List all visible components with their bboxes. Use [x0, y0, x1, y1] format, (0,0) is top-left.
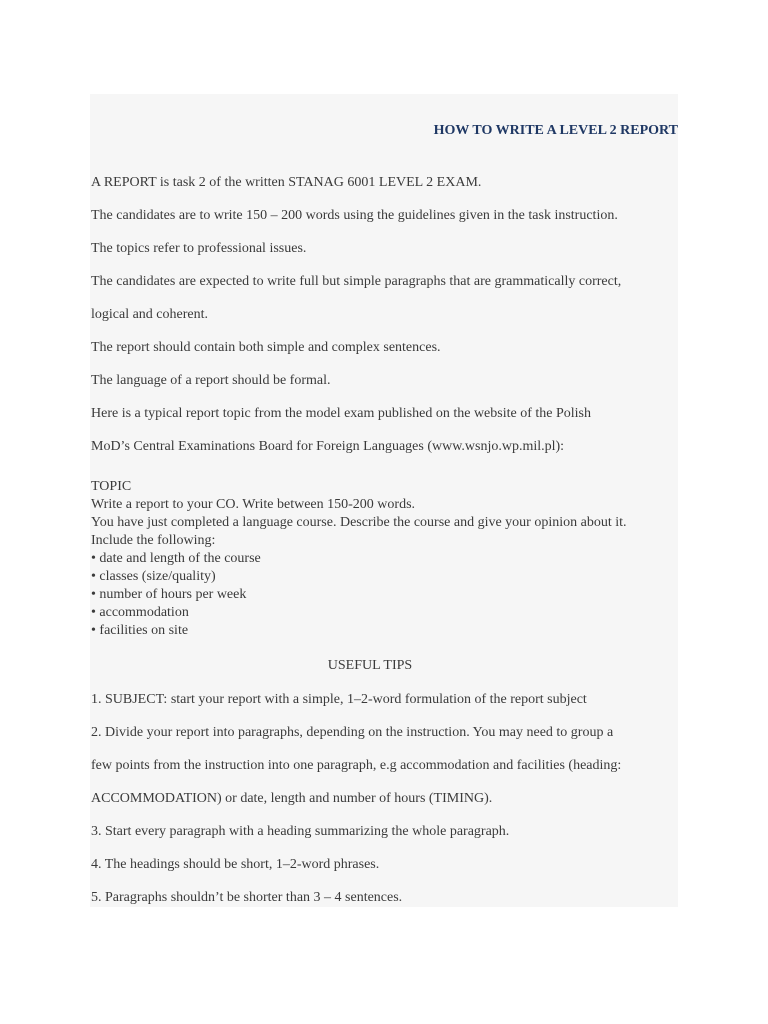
topic-bullet: • number of hours per week — [91, 587, 247, 602]
tip-line: 5. Paragraphs shouldn’t be shorter than 3 – 4 sentences. — [91, 890, 403, 905]
tip-line: few points from the instruction into one paragraph, e.g accommodation and facilities (heading: — [91, 758, 622, 773]
topic-bullet: • accommodation — [91, 605, 189, 620]
topic-line: Include the following: — [91, 533, 216, 548]
topic-block — [91, 478, 627, 640]
document-title: HOW TO WRITE A LEVEL 2 REPORT — [433, 123, 678, 138]
tips-heading: USEFUL TIPS — [327, 658, 413, 673]
tip-line: ACCOMMODATION) or date, length and number of hours (TIMING). — [91, 791, 493, 806]
topic-bullet: • facilities on site — [91, 623, 189, 638]
tip-line: 1. SUBJECT: start your report with a simple, 1–2-word formulation of the report subject — [91, 692, 587, 707]
intro-line: Here is a typical report topic from the model exam published on the website of the Polish — [91, 406, 591, 421]
intro-line: The candidates are to write 150 – 200 words using the guidelines given in the task instruction. — [91, 208, 618, 223]
intro-line: The topics refer to professional issues. — [91, 241, 307, 256]
intro-line: The candidates are expected to write full but simple paragraphs that are grammatically correct, — [91, 274, 622, 289]
tip-line: 4. The headings should be short, 1–2-word phrases. — [91, 857, 380, 872]
topic-line: Write a report to your CO. Write between 150-200 words. — [91, 497, 416, 512]
topic-bullet: • date and length of the course — [91, 551, 261, 566]
intro-line: A REPORT is task 2 of the written STANAG 6001 LEVEL 2 EXAM. — [91, 175, 482, 190]
intro-line: The report should contain both simple and complex sentences. — [91, 340, 441, 355]
intro-line: The language of a report should be formal. — [91, 373, 331, 388]
document-page — [90, 94, 678, 907]
topic-line: You have just completed a language course. Describe the course and give your opinion about it. — [91, 515, 627, 530]
topic-bullet: • classes (size/quality) — [91, 569, 216, 584]
tip-line: 2. Divide your report into paragraphs, depending on the instruction. You may need to group a — [91, 725, 614, 740]
topic-heading: TOPIC — [91, 479, 132, 494]
intro-line: logical and coherent. — [91, 307, 209, 322]
tip-line: 3. Start every paragraph with a heading summarizing the whole paragraph. — [91, 824, 510, 839]
intro-line: MoD’s Central Examinations Board for Foreign Languages (www.wsnjo.wp.mil.pl): — [91, 439, 565, 454]
